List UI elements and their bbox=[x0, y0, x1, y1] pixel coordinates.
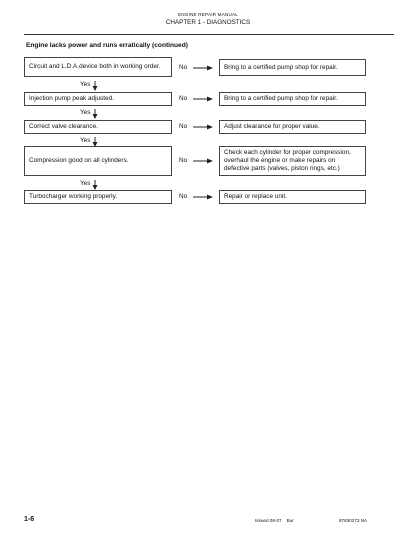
yes-label-3: Yes bbox=[80, 137, 91, 144]
right-arrow-icon bbox=[193, 158, 213, 164]
action-text-4: Check each cylinder for proper compression, overhaul the engine or make repairs on defective parts (valves, piston rings, etc.) bbox=[224, 149, 351, 172]
check-text-5: Turbocharger working properly. bbox=[29, 193, 118, 200]
action-text-2: Bring to a certified pump shop for repair. bbox=[224, 95, 338, 102]
action-box-4 bbox=[219, 146, 366, 176]
manual-title: ENGINE REPAIR MANUAL bbox=[177, 12, 239, 17]
section-title: Engine lacks power and runs erratically (continued) bbox=[26, 42, 188, 49]
action-text-5: Repair or replace unit. bbox=[224, 193, 287, 200]
check-text-2: Injection pump peak adjusted. bbox=[29, 95, 114, 102]
action-box-5 bbox=[219, 190, 366, 204]
right-arrow-icon bbox=[193, 65, 213, 71]
action-box-1 bbox=[219, 59, 366, 76]
check-box-4 bbox=[24, 146, 172, 176]
yes-label-2: Yes bbox=[80, 109, 91, 116]
yes-label-1: Yes bbox=[80, 81, 91, 88]
no-label-5: No bbox=[179, 193, 188, 200]
right-arrow-icon bbox=[193, 96, 213, 102]
right-arrow-icon bbox=[193, 194, 213, 200]
action-box-3 bbox=[219, 120, 366, 134]
check-box-2 bbox=[24, 92, 172, 106]
action-text-1: Bring to a certified pump shop for repair. bbox=[224, 63, 338, 71]
chapter-title: CHAPTER 1 - DIAGNOSTICS bbox=[165, 18, 251, 26]
right-arrow-icon bbox=[193, 124, 213, 130]
header-rule bbox=[24, 34, 394, 35]
check-box-3 bbox=[24, 120, 172, 134]
check-box-5 bbox=[24, 190, 172, 204]
yes-label-4: Yes bbox=[80, 180, 91, 187]
issue-date: Issued 08-07 Bur bbox=[255, 518, 294, 523]
check-box-1 bbox=[24, 57, 172, 77]
part-number: 87630273 NA bbox=[339, 518, 368, 523]
check-text-1: Circuit and L.D.A.device both in working order. bbox=[29, 63, 161, 70]
page-number: 1-6 bbox=[24, 516, 35, 523]
no-label-4: No bbox=[179, 157, 188, 164]
check-text-4: Compression good on all cylinders. bbox=[29, 157, 129, 164]
no-label-1: No bbox=[179, 64, 188, 71]
no-label-3: No bbox=[179, 123, 188, 130]
check-text-3: Correct valve clearance. bbox=[29, 123, 98, 130]
no-label-2: No bbox=[179, 95, 188, 102]
down-arrow-icon bbox=[92, 81, 98, 91]
down-arrow-icon bbox=[92, 180, 98, 190]
down-arrow-icon bbox=[92, 109, 98, 119]
action-text-3: Adjust clearance for proper value. bbox=[224, 123, 320, 130]
action-box-2 bbox=[219, 92, 366, 106]
